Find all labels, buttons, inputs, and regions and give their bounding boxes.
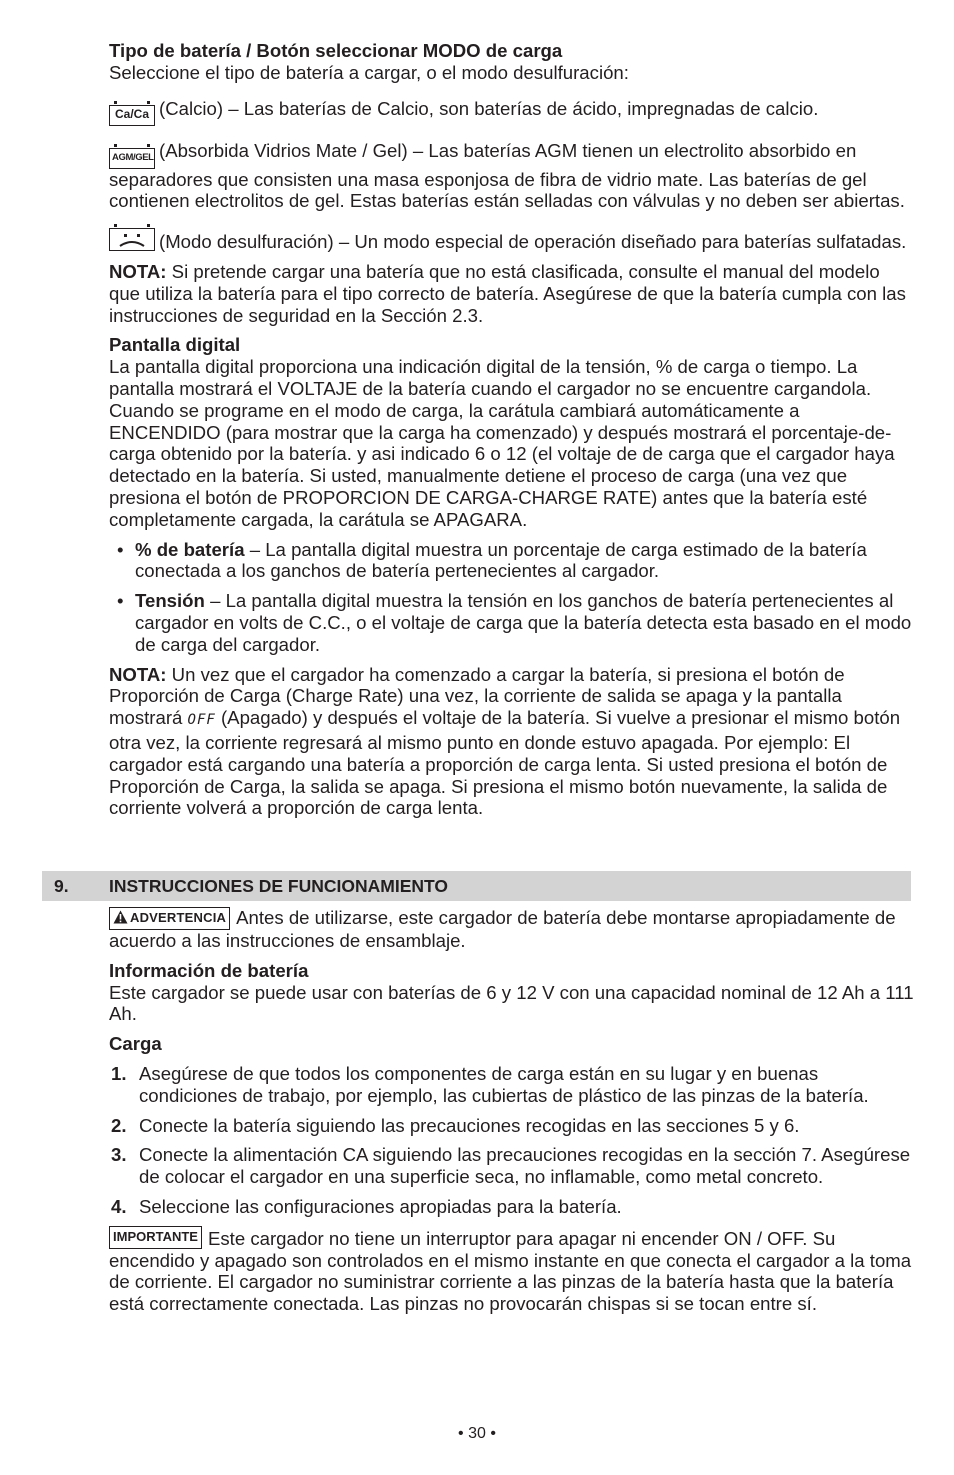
step-text: Conecte la batería siguiendo las precauciones recogidas en las secciones 5 y 6.	[139, 1114, 800, 1136]
bullet-tension-label: Tensión	[135, 590, 205, 612]
info-heading: Información de batería	[109, 959, 309, 981]
step-item	[109, 1196, 914, 1218]
nota-2	[109, 664, 914, 820]
bullet-dot: •	[117, 538, 124, 560]
step-text: Conecte la alimentación CA siguiendo las precauciones recogidas en la sección 7. Asegúrese de colocar el cargador en una superficie seca, no inflamable, como metal concreto.	[139, 1144, 911, 1188]
battery-type-heading: Tipo de batería / Botón seleccionar MODO de carga	[109, 40, 563, 61]
page-content	[109, 40, 914, 819]
agm-paragraph	[109, 140, 914, 213]
agm-text: (Absorbida Vidrios Mate / Gel) – Las baterías AGM tienen un electrolito absorbido en separadores que consisten una masa esponjosa de fibra de vidrio mate. Las baterías de gel contienen electrolitos de gel. Estas baterías están selladas con válvulas y no deben ser abiertas.	[109, 139, 905, 212]
important-paragraph	[109, 1226, 914, 1315]
nota-2-label: NOTA:	[109, 663, 167, 685]
nota-2-text-b: (Apagado) y después el voltaje de la batería. Si vuelve a presionar el mismo botón otra vez, la corriente regresará al mismo punto en donde estuvo apagada. Por ejemplo: El cargador está cargando una batería a proporción de carga lenta. Si usted presiona el botón de Proporción de Carga, la salida se apaga. Si presiona el mismo botón nuevamente, la salida de corriente volverá a proporción de carga lenta.	[109, 707, 901, 819]
pantalla-text: La pantalla digital proporciona una indicación digital de la tensión, % de carga o tiempo. La pantalla mostrará el VOLTAJE de la batería cuando el cargador no se encuentre cargandola. Cuando se programe en el modo de carga, la carátula cambiará automáticamente a ENCENDIDO (para mostrar que la carga ha comenzado) y después mostrará el porcentaje-de-carga obtenido por la batería. y asi indicado 6 o 12 (el voltaje de de carga que el cargador haya detectado en la batería. Si usted, manualmente detiene el proceso de carga (una vez que presiona el botón de PROPORCION DE CARGA-CHARGE RATE) antes que la batería esté completamente cargada, la carátula se APAGARA.	[109, 356, 895, 530]
section-9-header	[42, 871, 911, 901]
bullet-dot: •	[117, 590, 124, 612]
carga-heading: Carga	[109, 1033, 162, 1055]
step-number: 1.	[111, 1062, 127, 1084]
step-item	[109, 1063, 914, 1107]
pantalla-heading: Pantalla digital	[109, 334, 241, 356]
step-text: Seleccione las configuraciones apropiadas para la batería.	[139, 1195, 622, 1217]
step-item	[109, 1115, 914, 1137]
bullet-tension	[109, 590, 914, 655]
section-title: INSTRUCCIONES DE FUNCIONAMIENTO	[109, 876, 448, 896]
bullet-porcentaje-text: – La pantalla digital muestra un porcentaje de carga estimado de la batería conectada a los ganchos de batería pertenecientes al cargador.	[135, 538, 867, 582]
important-text: Este cargador no tiene un interruptor para apagar ni encender ON / OFF. Su encendido y apagado son controlados en el mismo instante en que conecta el cargador a la toma de corriente. El cargador no suministrar corriente a las pinzas de la batería hasta que la batería está correctamente conectada. Las pinzas no provocarán chispas si se tocan entre sí.	[109, 1227, 912, 1315]
bullet-porcentaje	[109, 539, 914, 583]
nota-2-text-a: Un vez que el cargador ha comenzado a cargar la batería, si presiona el botón de Proporción de Carga (Charge Rate) una vez, la corriente de salida se apaga y la pantalla mostrará	[109, 663, 845, 729]
section-9-content	[109, 907, 914, 1315]
desulfation-face-icon	[109, 228, 155, 251]
step-number: 4.	[111, 1195, 127, 1217]
section-number: 9.	[54, 876, 69, 896]
warning-label: ADVERTENCIA	[130, 910, 227, 925]
nota-1-text: Si pretende cargar una batería que no está clasificada, consulte el manual del modelo que utiliza la batería para el tipo correcto de batería. Asegúrese de que la batería cumpla con las instrucciones de seguridad en la Sección 2.3.	[109, 260, 906, 326]
step-text: Asegúrese de que todos los componentes de carga están en su lugar y en buenas condiciones de trabajo, por ejemplo, las cubiertas de plástico de las pinzas de la batería.	[139, 1062, 869, 1106]
info-text: Este cargador se puede usar con baterías de 6 y 12 V con una capacidad nominal de 12 Ah a 111 Ah.	[109, 981, 914, 1025]
warning-text: Antes de utilizarse, este cargador de batería debe montarse apropiadamente de acuerdo a las instrucciones de ensamblaje.	[109, 907, 896, 951]
important-label: IMPORTANTE	[109, 1226, 202, 1249]
warning-triangle-icon	[113, 910, 128, 924]
step-number: 2.	[111, 1114, 127, 1136]
warning-paragraph	[109, 907, 914, 952]
warning-label-box	[109, 907, 230, 930]
nota-1	[109, 261, 914, 326]
calcio-paragraph	[109, 98, 914, 126]
bullet-tension-text: – La pantalla digital muestra la tensión en los ganchos de batería pertenecientes al cargador en volts de C.C., o el voltaje de carga que la batería detecta esta basado en el modo de carga del cargador.	[135, 590, 912, 655]
lcd-off-display: OFF	[187, 712, 216, 729]
desulf-paragraph	[109, 228, 914, 253]
battery-type-intro: Seleccione el tipo de batería a cargar, o el modo desulfuración:	[109, 61, 629, 83]
bullet-porcentaje-label: % de batería	[135, 538, 245, 560]
calcio-battery-icon: Ca/Ca	[109, 105, 155, 126]
desulf-text: (Modo desulfuración) – Un modo especial de operación diseñado para baterías sulfatadas.	[159, 231, 907, 253]
nota-1-label: NOTA:	[109, 260, 167, 282]
step-item	[109, 1144, 914, 1188]
calcio-text: (Calcio) – Las baterías de Calcio, son baterías de ácido, impregnadas de calcio.	[159, 97, 819, 119]
page-number: • 30 •	[458, 1425, 496, 1442]
step-number: 3.	[111, 1144, 127, 1166]
agm-gel-battery-icon: AGM/GEL	[109, 148, 155, 169]
